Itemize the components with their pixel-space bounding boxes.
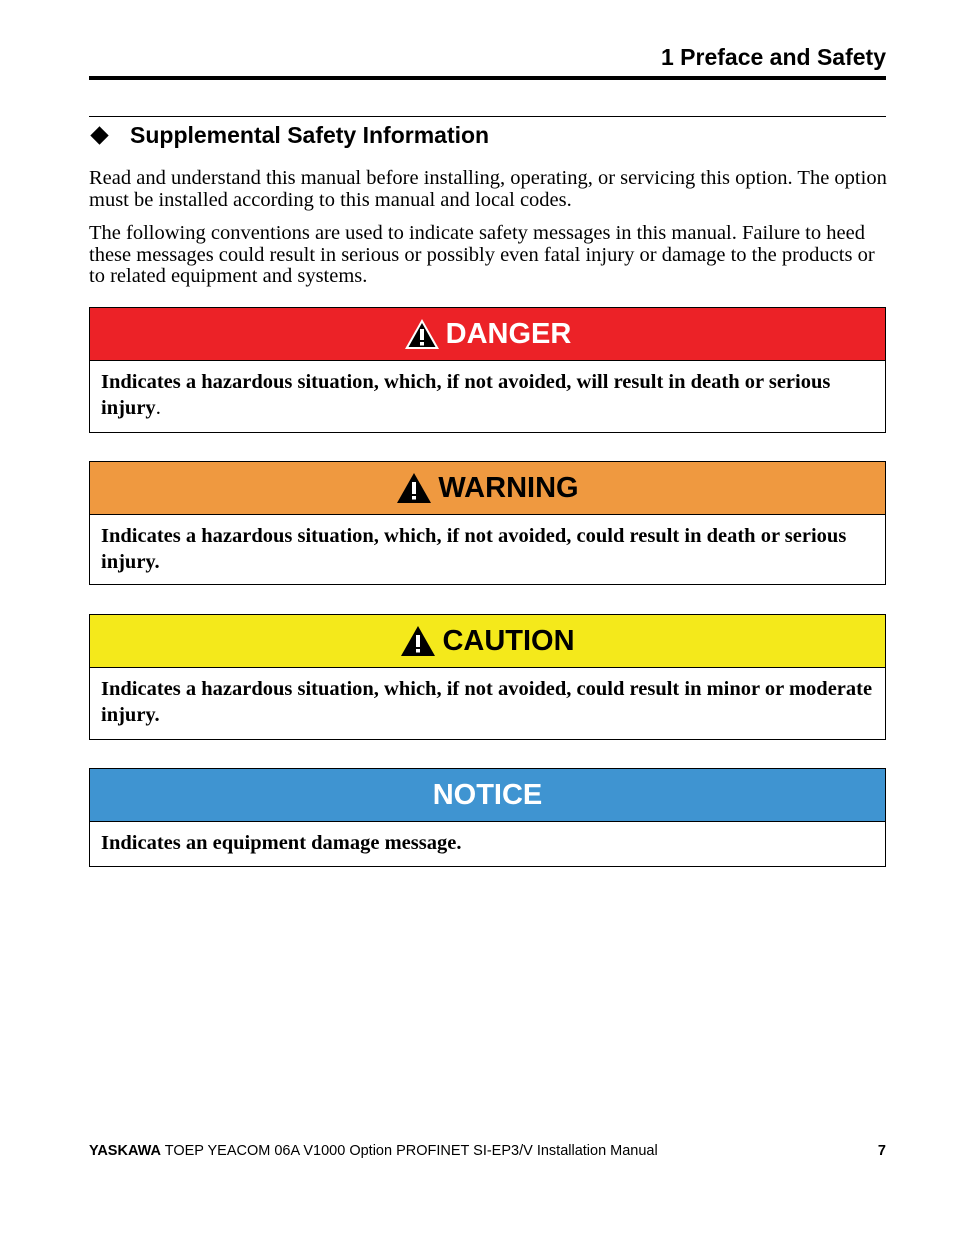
notice-message-box [89, 768, 886, 867]
chapter-header: 1 Preface and Safety [660, 44, 886, 70]
intro-paragraph: Read and understand this manual before installing, operating, or servicing this option. The option must be installed according to this manual and local codes. [89, 167, 887, 211]
warning-label: WARNING [438, 471, 579, 504]
danger-text-period: . [155, 397, 161, 419]
page-number: 7 [877, 1143, 886, 1159]
danger-message-box [89, 307, 886, 433]
section-title: Supplemental Safety Information [130, 122, 490, 148]
caution-description: Indicates a hazardous situation, which, if not avoided, could result in minor or moderate injury. [101, 678, 873, 726]
diamond-bullet-icon [90, 126, 108, 144]
caution-banner [90, 615, 885, 668]
warning-triangle-icon [400, 625, 436, 657]
danger-banner [90, 308, 885, 361]
footer-document-title [89, 1143, 658, 1159]
warning-triangle-icon [404, 318, 440, 350]
section-heading [89, 122, 489, 149]
warning-message-box [89, 461, 886, 585]
footer-doc-name: TOEP YEACOM 06A V1000 Option PROFINET SI-EP3/V Installation Manual [160, 1143, 658, 1159]
warning-description: Indicates a hazardous situation, which, if not avoided, could result in death or serious injury. [101, 525, 847, 573]
footer-brand: YASKAWA [89, 1143, 161, 1159]
warning-banner [90, 462, 885, 515]
danger-label: DANGER [445, 317, 572, 350]
conventions-paragraph: The following conventions are used to indicate safety messages in this manual. Failure to heed these messages could result in serious or possibly even fatal injury or damage to the products or to related equipment and systems. [89, 222, 875, 287]
warning-triangle-icon [396, 472, 432, 504]
danger-description [90, 361, 885, 429]
caution-message-box [89, 614, 886, 740]
notice-label: NOTICE [432, 778, 543, 811]
section-rule [89, 116, 886, 117]
notice-banner [90, 769, 885, 822]
notice-description: Indicates an equipment damage message. [101, 832, 462, 854]
danger-text: Indicates a hazardous situation, which, if not avoided, will result in death or serious injury [101, 371, 831, 419]
header-rule [89, 76, 886, 80]
caution-label: CAUTION [442, 624, 575, 657]
